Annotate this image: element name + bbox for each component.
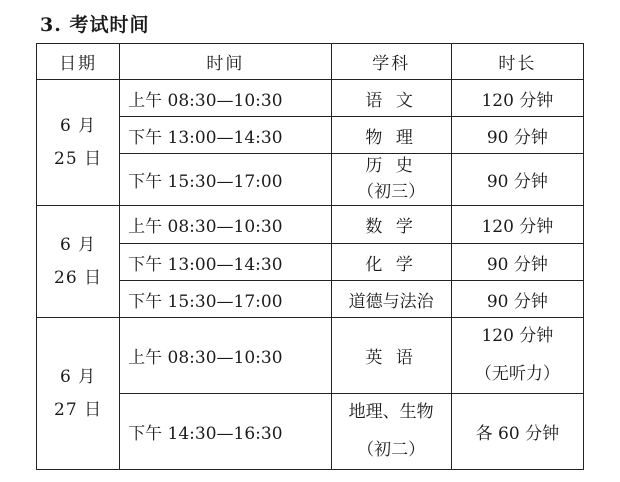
- duration-cell: [451, 318, 583, 394]
- subject-cell: [331, 154, 451, 206]
- table-row: [37, 206, 584, 244]
- date-cell-june-25: [37, 80, 120, 206]
- time-cell: 上午 08:30—10:30: [120, 206, 331, 244]
- subject-name: 地理、生物: [348, 402, 434, 423]
- time-cell: 下午 15:30—17:00: [120, 154, 331, 206]
- duration-cell: 120 分钟: [451, 80, 583, 117]
- date-cell-june-26: [37, 206, 120, 318]
- date-day: 25 日: [54, 148, 103, 169]
- time-cell: 下午 14:30—16:30: [120, 394, 331, 470]
- time-cell: 下午 13:00—14:30: [120, 117, 331, 154]
- duration-cell: 90 分钟: [451, 244, 583, 281]
- time-cell: 上午 08:30—10:30: [120, 318, 331, 394]
- duration-note: （无听力）: [474, 363, 560, 384]
- subject-note: （初二）: [357, 439, 426, 460]
- date-day: 26 日: [54, 267, 103, 288]
- duration-cell: 各 60 分钟: [451, 394, 583, 470]
- subject-cell: 化 学: [331, 244, 451, 281]
- duration-cell: 90 分钟: [451, 117, 583, 154]
- duration-cell: 90 分钟: [451, 154, 583, 206]
- section-heading: 3. 考试时间: [40, 14, 150, 36]
- header-date: 日期: [37, 44, 120, 80]
- duration-value: 120 分钟: [481, 326, 554, 347]
- table-row: [37, 318, 584, 394]
- subject-cell: 道德与法治: [331, 281, 451, 318]
- date-day: 27 日: [54, 399, 103, 420]
- subject-cell: 物 理: [331, 117, 451, 154]
- duration-cell: 90 分钟: [451, 281, 583, 318]
- date-month: 6 月: [59, 116, 97, 137]
- date-cell-june-27: [37, 318, 120, 470]
- exam-schedule-table: [36, 43, 584, 470]
- table-header-row: [37, 44, 584, 80]
- date-month: 6 月: [59, 235, 97, 256]
- header-time: 时间: [120, 44, 331, 80]
- header-subject: 学科: [331, 44, 451, 80]
- subject-cell: [331, 394, 451, 470]
- subject-cell: 数 学: [331, 206, 451, 244]
- header-duration: 时长: [451, 44, 583, 80]
- subject-note: （初三）: [357, 181, 426, 202]
- time-cell: 下午 15:30—17:00: [120, 281, 331, 318]
- subject-name: 历 史: [365, 156, 417, 176]
- subject-cell: 英 语: [331, 318, 451, 394]
- duration-cell: 120 分钟: [451, 206, 583, 244]
- date-month: 6 月: [59, 367, 97, 388]
- subject-cell: 语 文: [331, 80, 451, 117]
- time-cell: 下午 13:00—14:30: [120, 244, 331, 281]
- table-row: [37, 80, 584, 117]
- time-cell: 上午 08:30—10:30: [120, 80, 331, 117]
